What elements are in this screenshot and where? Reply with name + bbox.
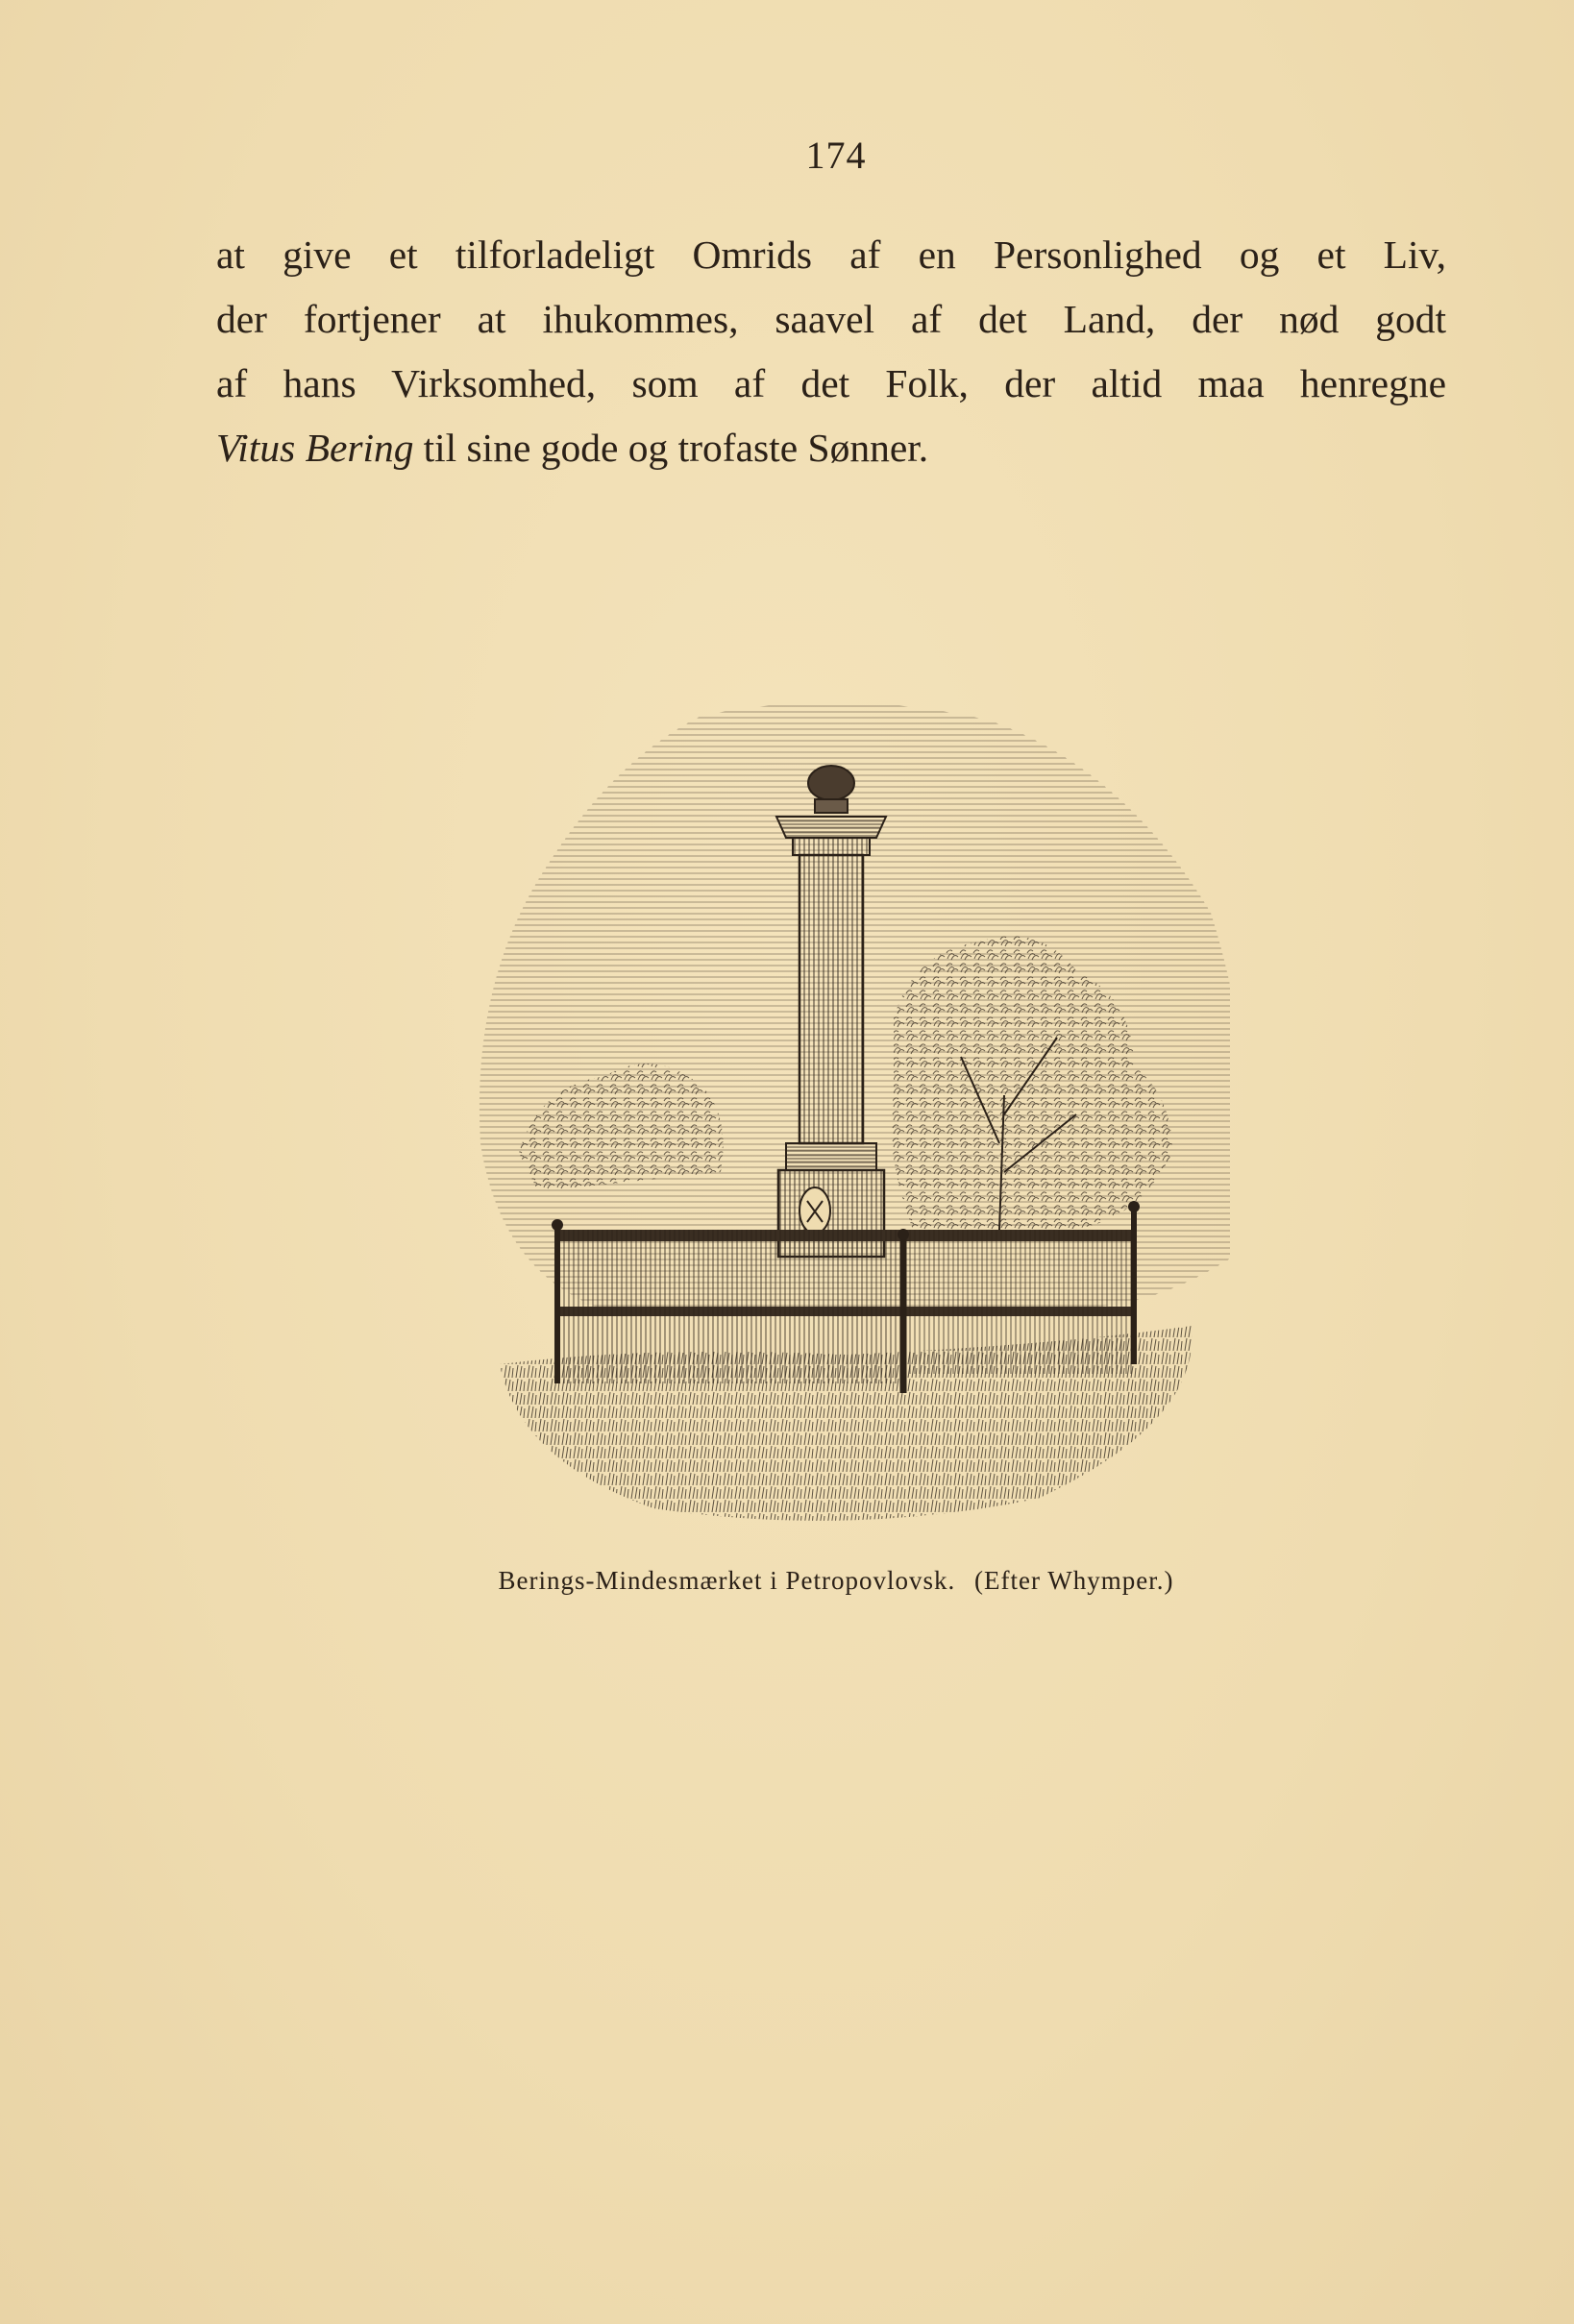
text-line-2: der fortjener at ihukommes, saavel af det Land, der nød godt xyxy=(216,297,1446,341)
body-paragraph xyxy=(216,223,1446,480)
caption-credit: (Efter Whymper.) xyxy=(974,1566,1174,1595)
text-line-4-rest: til sine gode og trofaste Sønner. xyxy=(423,426,929,470)
page-number: 174 xyxy=(805,134,867,177)
finial-ball xyxy=(808,766,854,800)
name-vitus-bering: Vitus Bering xyxy=(216,426,414,470)
monument-engraving xyxy=(461,692,1230,1537)
grass-ground xyxy=(500,1326,1193,1521)
column-shaft xyxy=(799,855,863,1143)
caption-title: Berings-Mindesmærket i Petropovlovsk. xyxy=(498,1566,956,1595)
text-line-4 xyxy=(216,416,1446,480)
text-line-3: af hans Virksomhed, som af det Folk, der altid maa henregne xyxy=(216,361,1446,405)
column-capital xyxy=(776,817,886,838)
figure-caption xyxy=(0,1566,1574,1596)
text-line-1: at give et tilforladeligt Omrids af en Personlighed og et Liv, xyxy=(216,232,1446,277)
